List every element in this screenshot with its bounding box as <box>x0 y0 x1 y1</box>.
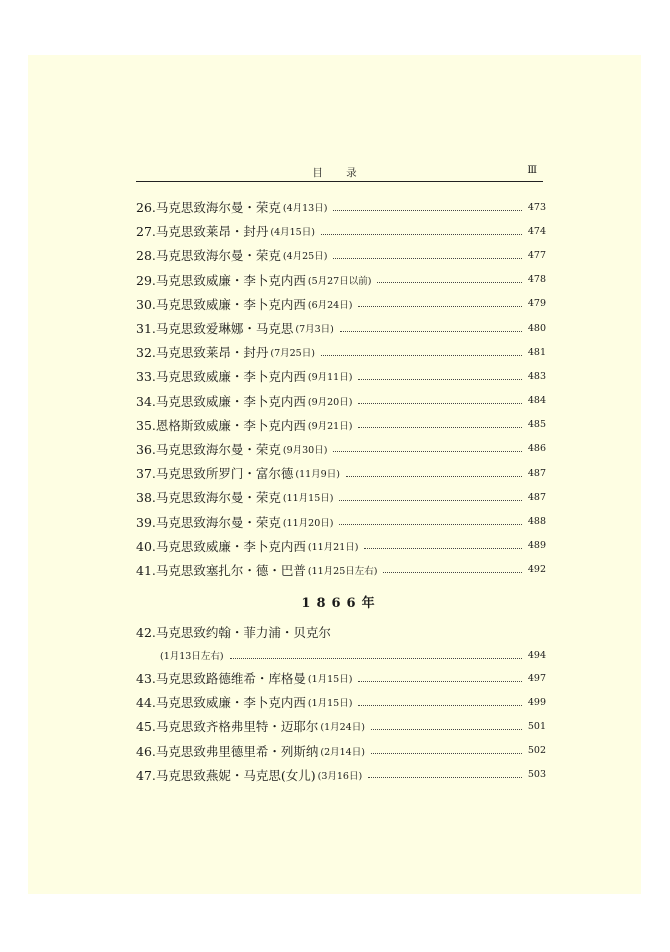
leader-dots <box>371 729 522 730</box>
entry-title: 34.马克思致威廉・李卜克内西 <box>136 393 306 409</box>
entry-page: 478 <box>527 274 546 286</box>
leader-dots <box>358 705 522 706</box>
toc-entry <box>136 437 546 461</box>
leader-dots <box>321 355 522 356</box>
entry-title: 38.马克思致海尔曼・荣克 <box>136 490 281 506</box>
entry-date: (1月13日左右) <box>160 651 224 662</box>
entry-page: 503 <box>527 769 546 781</box>
entry-page: 485 <box>527 419 546 431</box>
entry-page: 481 <box>527 346 546 358</box>
entry-title: 39.马克思致海尔曼・荣克 <box>136 514 281 530</box>
entry-title: 45.马克思致齐格弗里特・迈耶尔 <box>136 719 319 735</box>
toc-entry <box>136 714 546 738</box>
entry-date: (9月20日) <box>307 396 353 408</box>
entry-title: 29.马克思致威廉・李卜克内西 <box>136 272 306 288</box>
entry-date: (11月20日) <box>282 517 334 529</box>
entry-page: 484 <box>527 395 546 407</box>
entry-page: 487 <box>527 467 546 479</box>
toc-entry <box>136 219 546 243</box>
entry-title: 28.马克思致海尔曼・荣克 <box>136 248 281 264</box>
entry-title: 32.马克思致莱昂・封丹 <box>136 345 269 361</box>
entry-date: (4月25日) <box>282 251 328 263</box>
toc-entry <box>136 292 546 316</box>
entry-date: (7月3日) <box>295 324 334 336</box>
entry-date: (1月15日) <box>307 674 353 686</box>
toc-entry <box>136 739 546 763</box>
entry-date: (4月13日) <box>282 203 328 215</box>
toc-entry <box>136 316 546 340</box>
entry-title: 35.恩格斯致威廉・李卜克内西 <box>136 417 306 433</box>
entry-page: 497 <box>527 672 546 684</box>
entry-title: 46.马克思致弗里德里希・列斯纳 <box>136 743 319 759</box>
leader-dots <box>383 572 522 573</box>
leader-dots <box>321 234 522 235</box>
entry-title: 31.马克思致爱琳娜・马克思 <box>136 321 294 337</box>
entry-title: 30.马克思致威廉・李卜克内西 <box>136 296 306 312</box>
toc-list-1866 <box>136 666 546 787</box>
entry-title: 42.马克思致约翰・菲力浦・贝克尔 <box>136 625 331 640</box>
entry-page: 474 <box>527 225 546 237</box>
toc-entry <box>136 340 546 364</box>
page-number: Ⅲ <box>527 165 537 176</box>
entry-page: 483 <box>527 370 546 382</box>
toc-entry <box>136 364 546 388</box>
entry-title: 41.马克思致塞扎尔・德・巴普 <box>136 562 306 578</box>
entry-page: 486 <box>527 443 546 455</box>
page-header <box>136 165 543 182</box>
leader-dots <box>333 258 522 259</box>
leader-dots <box>358 427 522 428</box>
entry-title: 37.马克思致所罗门・富尔德 <box>136 466 294 482</box>
entry-title: 40.马克思致威廉・李卜克内西 <box>136 538 306 554</box>
toc-entry <box>136 509 546 533</box>
entry-page: 480 <box>527 322 546 334</box>
entry-page: 488 <box>527 516 546 528</box>
entry-title: 36.马克思致海尔曼・荣克 <box>136 441 281 457</box>
entry-page: 492 <box>527 564 546 576</box>
leader-dots <box>340 331 522 332</box>
leader-dots <box>358 306 522 307</box>
entry-page: 501 <box>527 720 546 732</box>
leader-dots <box>358 379 522 380</box>
toc-entry <box>136 389 546 413</box>
toc-entry <box>136 485 546 509</box>
toc-entry <box>136 413 546 437</box>
year-heading: 1866年 <box>301 595 381 611</box>
toc-entry <box>136 666 546 690</box>
leader-dots <box>358 403 522 404</box>
leader-dots <box>230 658 522 659</box>
entry-date: (7月25日) <box>270 348 315 360</box>
entry-date: (9月30日) <box>282 444 328 456</box>
entry-date: (11月9日) <box>295 469 340 481</box>
toc-entry <box>136 461 546 485</box>
toc-entry <box>136 534 546 558</box>
toc-list-1865 <box>136 195 546 582</box>
leader-dots <box>358 681 522 682</box>
entry-date: (9月11日) <box>307 372 353 384</box>
toc-entry <box>136 763 546 787</box>
leader-dots <box>333 210 522 211</box>
entry-title: 44.马克思致威廉・李卜克内西 <box>136 695 306 711</box>
entry-title: 43.马克思致路德维希・库格曼 <box>136 671 306 687</box>
entry-title: 27.马克思致莱昂・封丹 <box>136 224 269 240</box>
running-title: 目 录 <box>312 167 367 179</box>
leader-dots <box>333 451 522 452</box>
leader-dots <box>339 500 522 501</box>
leader-dots <box>346 476 522 477</box>
toc-entry <box>136 690 546 714</box>
entry-date: (2月14日) <box>320 746 365 758</box>
entry-date: (3月16日) <box>317 770 363 782</box>
entry-page: 502 <box>527 745 546 757</box>
entry-date: (1月24日) <box>320 722 365 734</box>
entry-date: (11月15日) <box>282 493 334 505</box>
entry-date: (11月25日左右) <box>307 565 378 577</box>
entry-title: 47.马克思致燕妮・马克思(女儿) <box>136 767 316 783</box>
entry-page: 499 <box>527 696 546 708</box>
entry-title: 26.马克思致海尔曼・荣克 <box>136 200 281 216</box>
entry-date: (9月21日) <box>307 420 353 432</box>
toc-entry <box>136 243 546 267</box>
entry-page: 487 <box>527 491 546 503</box>
leader-dots <box>339 524 522 525</box>
entry-date: (1月15日) <box>307 698 353 710</box>
entry-date: (6月24日) <box>307 299 353 311</box>
leader-dots <box>364 548 522 549</box>
entry-date: (4月15日) <box>270 227 315 239</box>
entry-title: 33.马克思致威廉・李卜克内西 <box>136 369 306 385</box>
toc-entry <box>136 558 546 582</box>
table-of-contents <box>136 195 546 787</box>
leader-dots <box>377 282 522 283</box>
entry-date: (5月27日以前) <box>307 275 372 287</box>
toc-entry-42 <box>136 620 546 666</box>
entry-page: 477 <box>527 249 546 261</box>
entry-page: 479 <box>527 298 546 310</box>
toc-entry <box>136 268 546 292</box>
entry-page: 473 <box>527 201 546 213</box>
toc-entry <box>136 195 546 219</box>
leader-dots <box>371 753 522 754</box>
entry-page: 489 <box>527 540 546 552</box>
leader-dots <box>368 777 522 778</box>
entry-page: 494 <box>527 649 546 661</box>
entry-date: (11月21日) <box>307 541 359 553</box>
